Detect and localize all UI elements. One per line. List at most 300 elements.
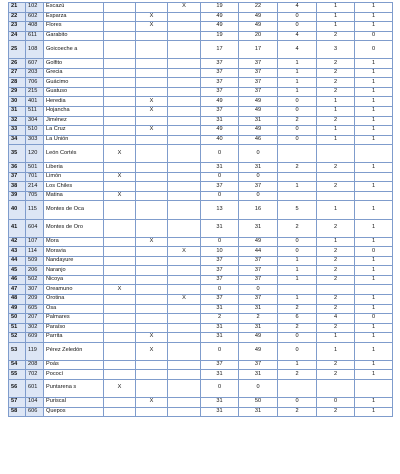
value-2-cell: 0 — [239, 172, 278, 182]
table-row — [9, 135, 393, 145]
value-2-cell: 16 — [239, 201, 278, 219]
municipality-name-cell: Pérez Zeledón — [44, 342, 104, 360]
value-5-cell: 1 — [355, 304, 393, 314]
value-3-cell: 0 — [278, 342, 317, 360]
value-3-cell — [278, 172, 317, 182]
value-1-cell: 37 — [201, 68, 239, 78]
value-3-cell: 0 — [278, 12, 317, 22]
table-row — [9, 172, 393, 182]
row-number-cell: 24 — [9, 31, 26, 41]
table-row — [9, 107, 393, 117]
code-cell: 609 — [26, 333, 44, 343]
value-5-cell: 1 — [355, 201, 393, 219]
mark-a-cell — [104, 247, 136, 257]
value-2-cell: 49 — [239, 126, 278, 136]
mark-a-cell — [104, 201, 136, 219]
municipality-name-cell: Matina — [44, 191, 104, 201]
mark-a-cell — [104, 407, 136, 417]
value-2-cell: 22 — [239, 3, 278, 13]
mark-b-cell — [136, 407, 168, 417]
value-4-cell: 1 — [317, 237, 355, 247]
row-number-cell: 34 — [9, 135, 26, 145]
value-2-cell: 49 — [239, 22, 278, 32]
value-3-cell: 1 — [278, 275, 317, 285]
value-2-cell: 44 — [239, 247, 278, 257]
value-1-cell: 31 — [201, 333, 239, 343]
mark-b-cell — [136, 59, 168, 69]
code-cell: 705 — [26, 191, 44, 201]
mark-a-cell — [104, 266, 136, 276]
row-number-cell: 47 — [9, 285, 26, 295]
value-1-cell: 37 — [201, 78, 239, 88]
mark-c-cell — [168, 379, 201, 397]
code-cell: 606 — [26, 407, 44, 417]
value-1-cell: 2 — [201, 314, 239, 324]
table-row — [9, 333, 393, 343]
table-row — [9, 294, 393, 304]
value-2-cell: 31 — [239, 370, 278, 380]
value-4-cell: 2 — [317, 182, 355, 192]
row-number-cell: 53 — [9, 342, 26, 360]
mark-b-cell — [136, 116, 168, 126]
value-3-cell: 4 — [278, 41, 317, 59]
value-3-cell: 0 — [278, 135, 317, 145]
mark-b-cell — [136, 163, 168, 173]
row-number-cell: 40 — [9, 201, 26, 219]
mark-b-cell — [136, 182, 168, 192]
row-number-cell: 28 — [9, 78, 26, 88]
municipality-name-cell: Poás — [44, 360, 104, 370]
municipality-name-cell: Nicoya — [44, 275, 104, 285]
value-3-cell: 1 — [278, 68, 317, 78]
mark-c-cell — [168, 126, 201, 136]
value-3-cell: 1 — [278, 182, 317, 192]
value-1-cell: 31 — [201, 323, 239, 333]
mark-b-cell — [136, 191, 168, 201]
value-4-cell: 2 — [317, 407, 355, 417]
value-1-cell: 37 — [201, 256, 239, 266]
mark-c-cell — [168, 333, 201, 343]
row-number-cell: 52 — [9, 333, 26, 343]
code-cell: 115 — [26, 201, 44, 219]
row-number-cell: 36 — [9, 163, 26, 173]
mark-b-cell — [136, 247, 168, 257]
row-number-cell: 31 — [9, 107, 26, 117]
value-5-cell: 1 — [355, 397, 393, 407]
value-5-cell: 1 — [355, 182, 393, 192]
value-1-cell: 37 — [201, 266, 239, 276]
mark-c-cell — [168, 135, 201, 145]
table-row — [9, 219, 393, 237]
mark-c-cell — [168, 68, 201, 78]
value-3-cell: 1 — [278, 87, 317, 97]
mark-c-cell — [168, 31, 201, 41]
mark-b-cell: X — [136, 397, 168, 407]
code-cell: 408 — [26, 22, 44, 32]
mark-a-cell — [104, 3, 136, 13]
value-3-cell: 1 — [278, 266, 317, 276]
value-3-cell: 6 — [278, 314, 317, 324]
mark-b-cell: X — [136, 107, 168, 117]
value-4-cell: 2 — [317, 31, 355, 41]
mark-a-cell: X — [104, 145, 136, 163]
value-5-cell: 0 — [355, 247, 393, 257]
row-number-cell: 38 — [9, 182, 26, 192]
value-1-cell: 0 — [201, 172, 239, 182]
mark-b-cell — [136, 285, 168, 295]
value-2-cell: 37 — [239, 266, 278, 276]
value-3-cell: 1 — [278, 294, 317, 304]
value-4-cell: 3 — [317, 41, 355, 59]
mark-a-cell — [104, 12, 136, 22]
municipality-name-cell: Naranjo — [44, 266, 104, 276]
value-4-cell: 2 — [317, 294, 355, 304]
value-4-cell: 2 — [317, 78, 355, 88]
value-5-cell: 1 — [355, 407, 393, 417]
municipality-name-cell: Pococí — [44, 370, 104, 380]
mark-c-cell — [168, 41, 201, 59]
table-row — [9, 237, 393, 247]
row-number-cell: 23 — [9, 22, 26, 32]
municipality-name-cell: Escazú — [44, 3, 104, 13]
value-1-cell: 19 — [201, 31, 239, 41]
mark-a-cell: X — [104, 379, 136, 397]
value-5-cell: 1 — [355, 126, 393, 136]
mark-b-cell — [136, 219, 168, 237]
table-row — [9, 145, 393, 163]
code-cell: 307 — [26, 285, 44, 295]
table-row — [9, 126, 393, 136]
mark-b-cell — [136, 370, 168, 380]
table-row — [9, 97, 393, 107]
code-cell: 304 — [26, 116, 44, 126]
value-3-cell: 2 — [278, 370, 317, 380]
mark-a-cell — [104, 323, 136, 333]
mark-c-cell: X — [168, 294, 201, 304]
value-4-cell: 2 — [317, 59, 355, 69]
value-2-cell: 49 — [239, 333, 278, 343]
value-4-cell — [317, 191, 355, 201]
value-5-cell: 1 — [355, 219, 393, 237]
value-3-cell: 2 — [278, 219, 317, 237]
value-2-cell: 31 — [239, 219, 278, 237]
row-number-cell: 55 — [9, 370, 26, 380]
mark-c-cell — [168, 323, 201, 333]
table-row — [9, 41, 393, 59]
value-2-cell: 31 — [239, 304, 278, 314]
mark-c-cell — [168, 397, 201, 407]
value-1-cell: 0 — [201, 285, 239, 295]
value-5-cell: 1 — [355, 78, 393, 88]
value-1-cell: 37 — [201, 59, 239, 69]
value-4-cell: 1 — [317, 97, 355, 107]
code-cell: 215 — [26, 87, 44, 97]
value-5-cell: 1 — [355, 3, 393, 13]
value-5-cell: 1 — [355, 333, 393, 343]
mark-b-cell — [136, 31, 168, 41]
value-4-cell: 2 — [317, 256, 355, 266]
mark-c-cell — [168, 12, 201, 22]
row-number-cell: 54 — [9, 360, 26, 370]
mark-a-cell — [104, 182, 136, 192]
mark-b-cell: X — [136, 97, 168, 107]
value-3-cell: 2 — [278, 116, 317, 126]
value-1-cell: 31 — [201, 116, 239, 126]
value-5-cell: 0 — [355, 314, 393, 324]
municipality-name-cell: Guatuso — [44, 87, 104, 97]
value-2-cell: 0 — [239, 379, 278, 397]
value-5-cell: 1 — [355, 323, 393, 333]
code-cell: 114 — [26, 247, 44, 257]
table-row — [9, 12, 393, 22]
value-1-cell: 49 — [201, 12, 239, 22]
value-2-cell: 37 — [239, 78, 278, 88]
value-2-cell: 31 — [239, 407, 278, 417]
mark-c-cell — [168, 78, 201, 88]
row-number-cell: 30 — [9, 97, 26, 107]
municipality-name-cell: Osa — [44, 304, 104, 314]
table-row — [9, 256, 393, 266]
mark-b-cell: X — [136, 126, 168, 136]
row-number-cell: 27 — [9, 68, 26, 78]
mark-a-cell — [104, 41, 136, 59]
value-1-cell: 19 — [201, 3, 239, 13]
value-4-cell: 2 — [317, 163, 355, 173]
code-cell: 214 — [26, 182, 44, 192]
value-4-cell: 2 — [317, 116, 355, 126]
value-4-cell — [317, 145, 355, 163]
mark-c-cell — [168, 22, 201, 32]
value-4-cell — [317, 172, 355, 182]
value-5-cell: 1 — [355, 135, 393, 145]
value-4-cell: 1 — [317, 107, 355, 117]
value-5-cell: 1 — [355, 68, 393, 78]
value-1-cell: 37 — [201, 107, 239, 117]
value-4-cell: 2 — [317, 68, 355, 78]
value-5-cell: 1 — [355, 237, 393, 247]
value-2-cell: 0 — [239, 191, 278, 201]
mark-a-cell — [104, 256, 136, 266]
mark-b-cell — [136, 145, 168, 163]
code-cell: 203 — [26, 68, 44, 78]
municipality-name-cell: Puriscal — [44, 397, 104, 407]
municipality-name-cell: Montes de Oro — [44, 219, 104, 237]
value-3-cell: 0 — [278, 237, 317, 247]
code-cell: 209 — [26, 294, 44, 304]
mark-a-cell — [104, 397, 136, 407]
value-1-cell: 31 — [201, 370, 239, 380]
table-row — [9, 3, 393, 13]
municipality-name-cell: Moravia — [44, 247, 104, 257]
value-1-cell: 37 — [201, 182, 239, 192]
code-cell: 502 — [26, 275, 44, 285]
mark-a-cell — [104, 163, 136, 173]
mark-a-cell — [104, 370, 136, 380]
municipality-name-cell: Hojancha — [44, 107, 104, 117]
code-cell: 611 — [26, 31, 44, 41]
table-row — [9, 59, 393, 69]
table-row — [9, 370, 393, 380]
value-5-cell: 1 — [355, 266, 393, 276]
code-cell: 501 — [26, 163, 44, 173]
mark-a-cell — [104, 219, 136, 237]
code-cell: 108 — [26, 41, 44, 59]
municipality-name-cell: Garabito — [44, 31, 104, 41]
municipality-name-cell: Nandayure — [44, 256, 104, 266]
mark-b-cell — [136, 275, 168, 285]
mark-c-cell — [168, 285, 201, 295]
value-3-cell: 0 — [278, 126, 317, 136]
table-row — [9, 397, 393, 407]
municipality-name-cell: Orotina — [44, 294, 104, 304]
value-3-cell: 2 — [278, 304, 317, 314]
value-1-cell: 31 — [201, 407, 239, 417]
value-1-cell: 31 — [201, 304, 239, 314]
table-row — [9, 87, 393, 97]
code-cell: 207 — [26, 314, 44, 324]
row-number-cell: 41 — [9, 219, 26, 237]
municipality-name-cell: Parrita — [44, 333, 104, 343]
mark-b-cell — [136, 256, 168, 266]
municipality-name-cell: Grecia — [44, 68, 104, 78]
municipality-name-cell: Guácimo — [44, 78, 104, 88]
mark-c-cell: X — [168, 3, 201, 13]
value-3-cell — [278, 145, 317, 163]
row-number-cell: 35 — [9, 145, 26, 163]
code-cell: 206 — [26, 266, 44, 276]
table-row — [9, 22, 393, 32]
mark-b-cell — [136, 323, 168, 333]
table-row — [9, 407, 393, 417]
mark-b-cell — [136, 172, 168, 182]
value-4-cell: 1 — [317, 333, 355, 343]
mark-c-cell — [168, 256, 201, 266]
mark-a-cell — [104, 97, 136, 107]
mark-b-cell — [136, 201, 168, 219]
value-1-cell: 10 — [201, 247, 239, 257]
value-2-cell: 49 — [239, 12, 278, 22]
mark-a-cell — [104, 275, 136, 285]
municipality-name-cell: La Cruz — [44, 126, 104, 136]
mark-c-cell: X — [168, 247, 201, 257]
mark-a-cell — [104, 68, 136, 78]
code-cell: 701 — [26, 172, 44, 182]
value-1-cell: 17 — [201, 41, 239, 59]
mark-a-cell — [104, 360, 136, 370]
code-cell: 104 — [26, 397, 44, 407]
mark-a-cell — [104, 116, 136, 126]
row-number-cell: 26 — [9, 59, 26, 69]
row-number-cell: 21 — [9, 3, 26, 13]
code-cell: 119 — [26, 342, 44, 360]
code-cell: 102 — [26, 3, 44, 13]
value-3-cell: 0 — [278, 107, 317, 117]
mark-a-cell — [104, 342, 136, 360]
value-4-cell — [317, 285, 355, 295]
municipality-name-cell: Goicoeche a — [44, 41, 104, 59]
municipality-name-cell: La Unión — [44, 135, 104, 145]
municipality-name-cell: Mora — [44, 237, 104, 247]
mark-b-cell — [136, 379, 168, 397]
value-2-cell: 31 — [239, 323, 278, 333]
municipality-name-cell: Flores — [44, 22, 104, 32]
mark-c-cell — [168, 304, 201, 314]
mark-b-cell: X — [136, 333, 168, 343]
value-4-cell: 2 — [317, 219, 355, 237]
code-cell: 601 — [26, 379, 44, 397]
value-4-cell: 2 — [317, 304, 355, 314]
mark-c-cell — [168, 116, 201, 126]
code-cell: 605 — [26, 304, 44, 314]
value-5-cell — [355, 191, 393, 201]
municipality-name-cell: Liberia — [44, 163, 104, 173]
value-4-cell: 2 — [317, 360, 355, 370]
mark-b-cell — [136, 314, 168, 324]
mark-c-cell — [168, 370, 201, 380]
value-5-cell: 1 — [355, 97, 393, 107]
table-row — [9, 247, 393, 257]
row-number-cell: 44 — [9, 256, 26, 266]
municipality-table — [8, 2, 393, 417]
code-cell: 302 — [26, 323, 44, 333]
mark-b-cell: X — [136, 22, 168, 32]
mark-c-cell — [168, 266, 201, 276]
value-2-cell: 37 — [239, 256, 278, 266]
mark-b-cell — [136, 294, 168, 304]
value-4-cell: 2 — [317, 266, 355, 276]
municipality-name-cell: Heredia — [44, 97, 104, 107]
value-4-cell: 1 — [317, 135, 355, 145]
value-2-cell: 2 — [239, 314, 278, 324]
code-cell: 208 — [26, 360, 44, 370]
mark-a-cell — [104, 78, 136, 88]
value-4-cell: 1 — [317, 3, 355, 13]
row-number-cell: 25 — [9, 41, 26, 59]
value-4-cell: 0 — [317, 397, 355, 407]
mark-b-cell — [136, 78, 168, 88]
value-3-cell: 0 — [278, 247, 317, 257]
table-row — [9, 201, 393, 219]
municipality-name-cell: Los Chiles — [44, 182, 104, 192]
mark-c-cell — [168, 237, 201, 247]
mark-a-cell — [104, 107, 136, 117]
value-2-cell: 37 — [239, 294, 278, 304]
value-3-cell — [278, 379, 317, 397]
value-1-cell: 37 — [201, 294, 239, 304]
mark-a-cell — [104, 59, 136, 69]
municipality-name-cell: Paraíso — [44, 323, 104, 333]
value-5-cell: 1 — [355, 22, 393, 32]
municipality-name-cell: Quepos — [44, 407, 104, 417]
mark-b-cell — [136, 266, 168, 276]
code-cell: 303 — [26, 135, 44, 145]
value-3-cell: 2 — [278, 407, 317, 417]
mark-c-cell — [168, 219, 201, 237]
row-number-cell: 56 — [9, 379, 26, 397]
value-3-cell: 1 — [278, 256, 317, 266]
value-2-cell: 17 — [239, 41, 278, 59]
value-1-cell: 0 — [201, 237, 239, 247]
value-2-cell: 49 — [239, 342, 278, 360]
row-number-cell: 58 — [9, 407, 26, 417]
table-row — [9, 379, 393, 397]
table-row — [9, 116, 393, 126]
value-2-cell: 46 — [239, 135, 278, 145]
value-4-cell: 4 — [317, 314, 355, 324]
value-2-cell: 37 — [239, 68, 278, 78]
value-4-cell: 1 — [317, 22, 355, 32]
value-3-cell — [278, 285, 317, 295]
